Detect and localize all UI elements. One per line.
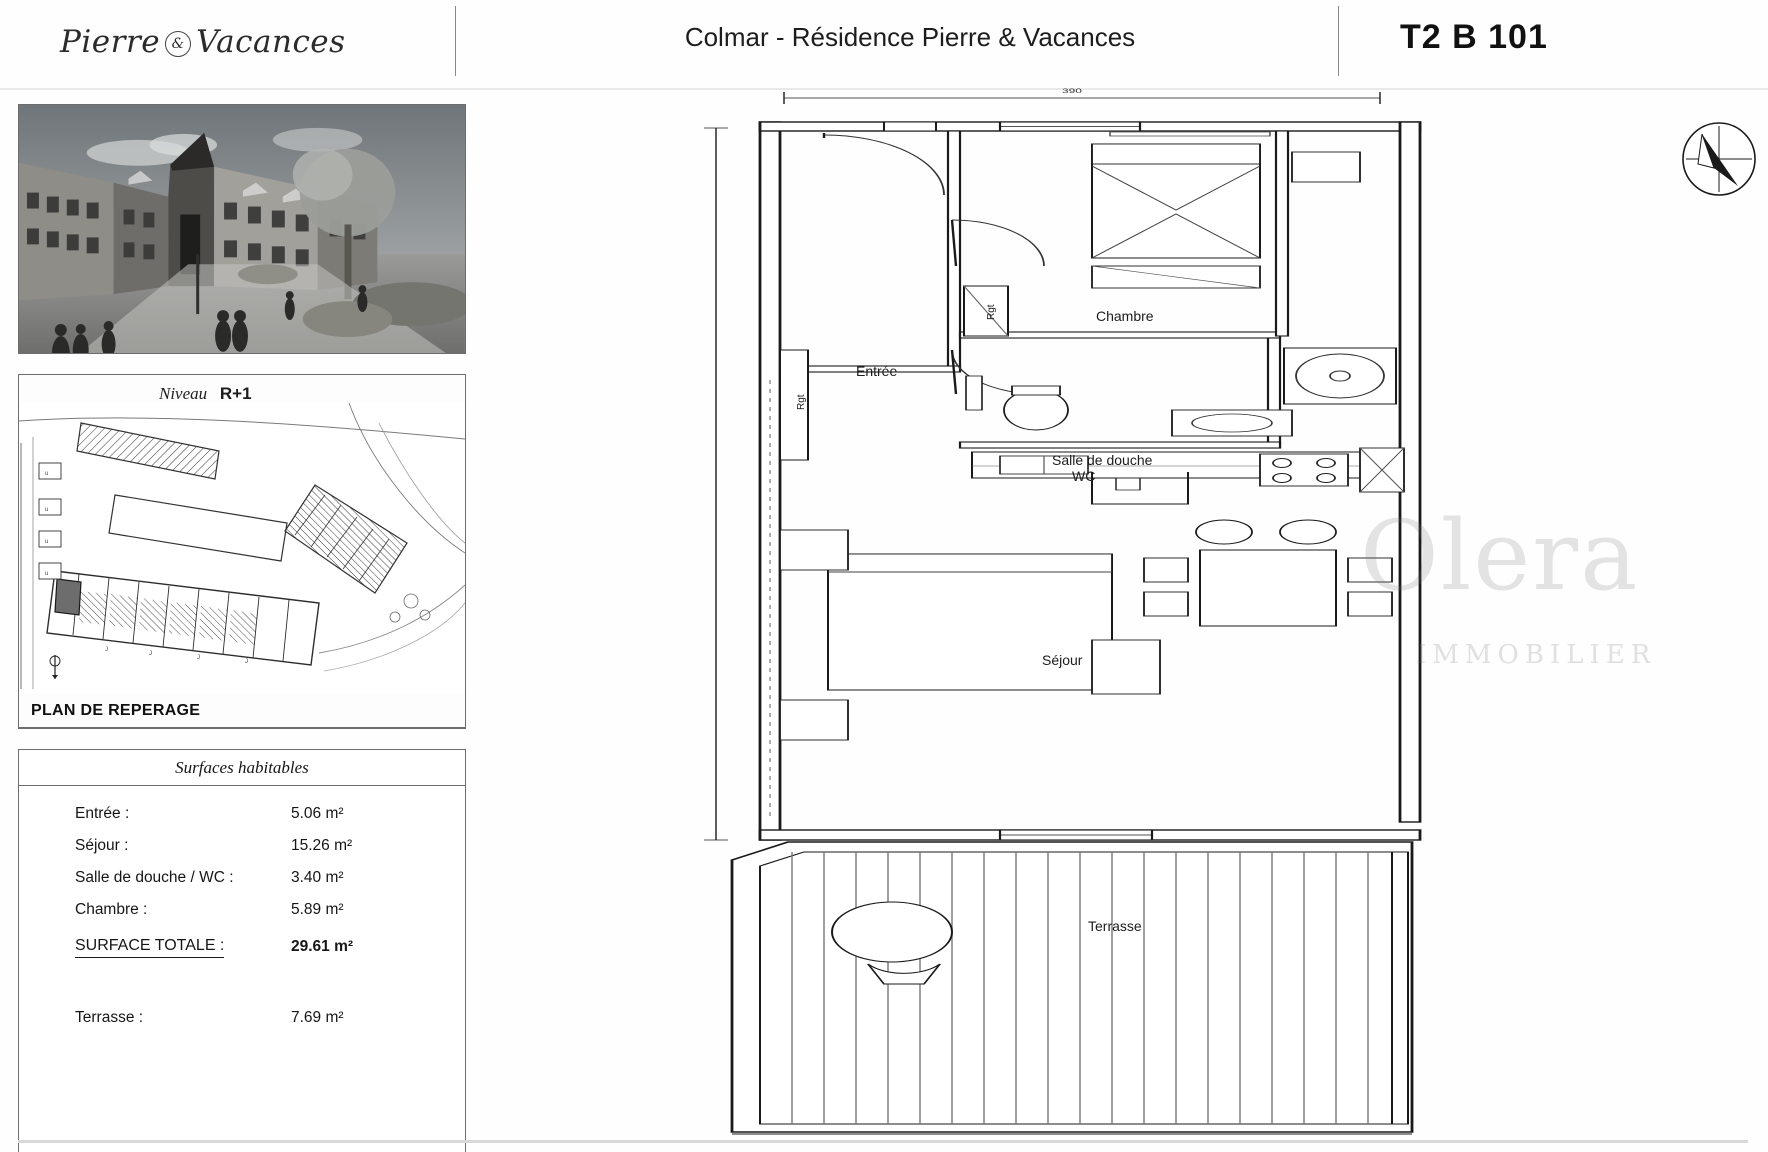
surface-total-row [19, 926, 465, 968]
surface-spacer [19, 968, 465, 1002]
room-label-chambre: Chambre [1096, 308, 1154, 324]
surface-row-value: 5.06 m² [291, 805, 344, 822]
closet-label-rgt-chambre: Rgt [986, 304, 997, 320]
perspective-illustration-panel [18, 104, 466, 354]
surface-row-value: 15.26 m² [291, 837, 353, 854]
watermark-subtext: IMMOBILIER [1416, 640, 1657, 670]
surfaces-list [19, 798, 465, 1034]
surfaces-panel [18, 749, 466, 1152]
level-caption: Niveau [159, 384, 208, 403]
brand-word-1: Pierre [60, 23, 161, 60]
surface-row-name: Séjour : [75, 837, 129, 854]
site-plan-caption: PLAN DE REPERAGE [31, 702, 201, 719]
brand-logo-text [60, 24, 346, 61]
surface-row-name: Chambre : [75, 901, 148, 918]
level-value: R+1 [219, 384, 252, 403]
svg-text:u: u [45, 539, 49, 545]
brand-ampersand-badge: & [165, 31, 191, 57]
left-column [18, 104, 468, 1134]
site-location-panel [18, 374, 466, 729]
svg-text:u: u [45, 571, 49, 577]
surface-row-value: 3.40 m² [291, 869, 344, 886]
surface-total-value: 29.61 m² [291, 938, 354, 955]
watermark-text: Olera [1360, 500, 1640, 612]
svg-text:390: 390 [1061, 87, 1083, 95]
north-arrow-icon [1680, 120, 1758, 198]
svg-text:u: u [45, 471, 49, 477]
brand-word-2: Vacances [196, 23, 346, 60]
surface-row [19, 798, 465, 830]
site-plan-caption-rule [19, 727, 465, 728]
perspective-illustration [19, 105, 465, 354]
brand-logo [60, 12, 400, 72]
floor-plan-drawing [700, 80, 1440, 1140]
room-label-terrasse: Terrasse [1088, 918, 1142, 934]
terrace-value: 7.69 m² [291, 1009, 344, 1026]
room-label-entree: Entrée [856, 363, 898, 379]
svg-text:J: J [105, 647, 108, 653]
terrace-row [19, 1002, 465, 1034]
surface-row-name: Salle de douche / WC : [75, 869, 234, 886]
header-divider-right [1338, 6, 1339, 76]
surface-row-value: 5.89 m² [291, 901, 344, 918]
surface-row [19, 830, 465, 862]
surfaces-title-band [19, 750, 465, 786]
floor-plan [700, 80, 1657, 1140]
svg-text:J: J [245, 659, 248, 665]
svg-text:u: u [45, 507, 49, 513]
header-divider-left [455, 6, 456, 76]
svg-text:J: J [149, 651, 152, 657]
sheet-header [0, 0, 1768, 90]
sheet-bottom-rule [18, 1140, 1748, 1143]
room-label-wc: WC [1072, 468, 1096, 484]
room-label-sejour: Séjour [1042, 652, 1083, 668]
closet-label-rgt-corridor: Rgt [796, 394, 807, 410]
terrace-label: Terrasse : [75, 1009, 144, 1026]
surface-total-label: SURFACE TOTALE : [75, 937, 224, 958]
surface-row [19, 894, 465, 926]
page-title: Colmar - Résidence Pierre & Vacances [684, 22, 1136, 52]
surface-row-name: Entrée : [75, 805, 130, 822]
surfaces-title: Surfaces habitables [175, 757, 309, 777]
unit-reference: T2 B 101 [1400, 18, 1548, 56]
svg-text:J: J [197, 655, 200, 661]
level-label [159, 384, 252, 404]
site-plan-drawing [19, 403, 465, 693]
surface-row [19, 862, 465, 894]
room-label-salle-de-douche: Salle de douche [1052, 452, 1153, 468]
